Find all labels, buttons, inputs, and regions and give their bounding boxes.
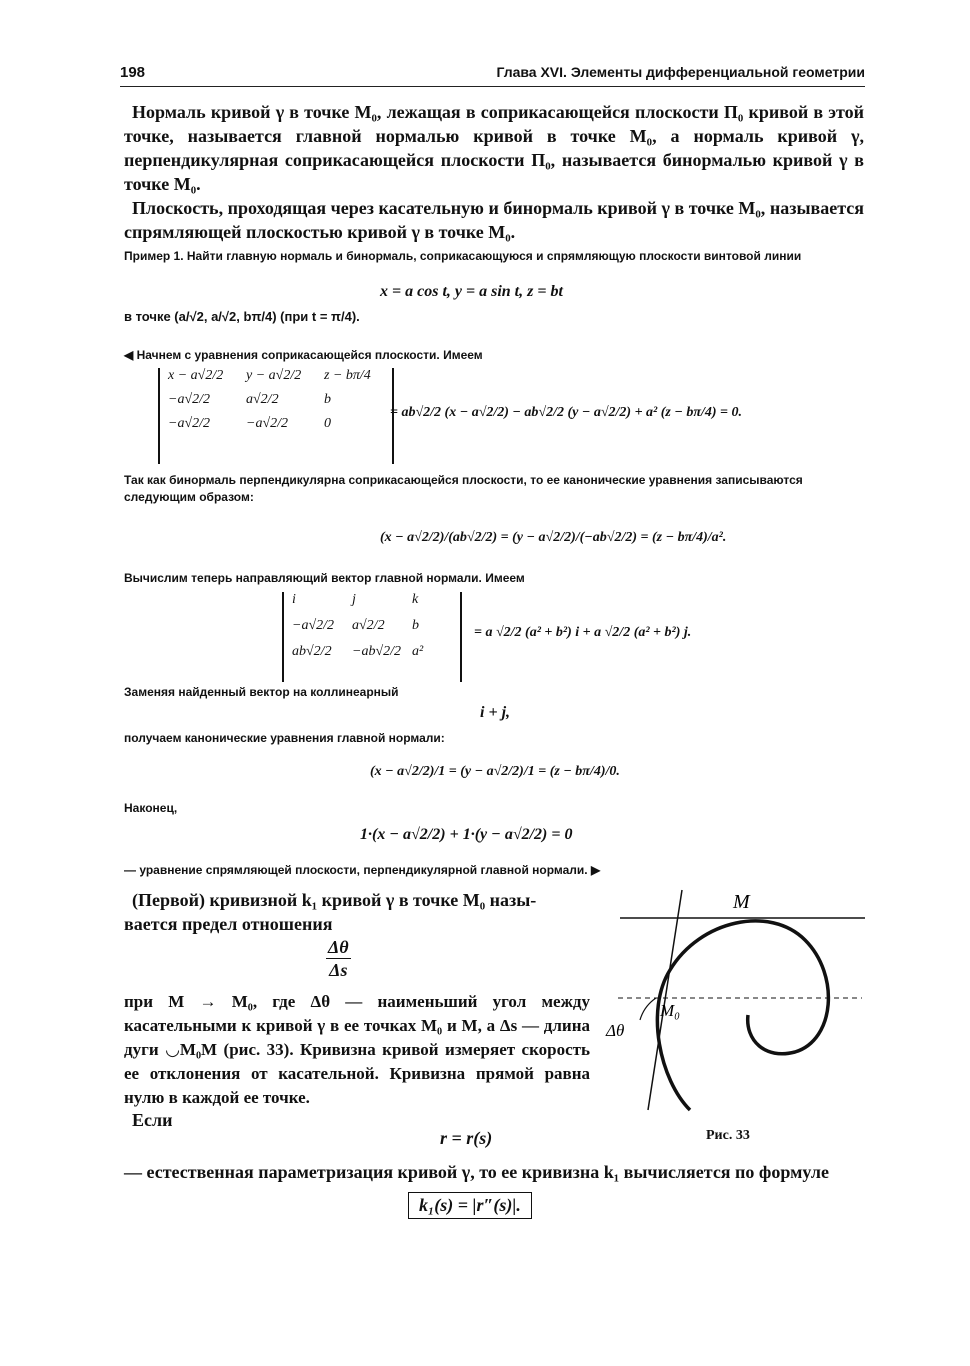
normal-vector-text: Вычислим теперь направляющий вектор главной нормали. Имеем bbox=[124, 571, 525, 585]
rectifying-plane-equation: 1·(x − a√2/2) + 1·(y − a√2/2) = 0 bbox=[360, 826, 573, 843]
paragraph-rectifying: Плоскость, проходящая через касательную и бинормаль кривой γ в точке M₀, называется спрямляющей плоскостью кривой γ в точке M₀. bbox=[124, 198, 864, 242]
if-text: Если bbox=[132, 1110, 173, 1130]
figure-curvature bbox=[600, 880, 870, 1130]
det1-cell: a√2/2 bbox=[246, 392, 279, 407]
binormal-text: Так как бинормаль перпендикулярна соприкасающейся плоскости, то ее канонические уравнения записываются следующим образом: bbox=[124, 473, 803, 504]
det2-cell: −a√2/2 bbox=[292, 618, 335, 633]
det2-cell: i bbox=[292, 592, 296, 607]
osculating-plane-equation: = ab√2/2 (x − a√2/2) − ab√2/2 (y − a√2/2) + a² (z − bπ/4) = 0. bbox=[390, 405, 743, 420]
det1-cell: z − bπ/4 bbox=[324, 368, 371, 383]
det1-cell: −a√2/2 bbox=[246, 416, 289, 431]
det1-cell: −a√2/2 bbox=[168, 392, 211, 407]
page-header bbox=[120, 62, 865, 87]
curvature-line1: (Первой) кривизной k₁ кривой γ в точке M₀ назы- bbox=[132, 890, 537, 910]
binormal-equation: (x − a√2/2)/(ab√2/2) = (y − a√2/2)/(−ab√2/2) = (z − bπ/4)/a². bbox=[380, 530, 727, 545]
collinear-vector: i + j, bbox=[480, 704, 511, 721]
det2-cell: a√2/2 bbox=[352, 618, 385, 633]
normal-equation: (x − a√2/2)/1 = (y − a√2/2)/1 = (z − bπ/4)/0. bbox=[370, 764, 620, 779]
finally-text: Наконец, bbox=[124, 801, 178, 815]
natural-parametrization: r = r(s) bbox=[440, 1128, 493, 1148]
det2-cell: j bbox=[352, 592, 356, 607]
ratio-denominator: Δs bbox=[329, 960, 348, 980]
example-point: в точке (a/√2, a/√2, bπ/4) (при t = π/4). bbox=[124, 309, 360, 324]
det2-cell: a² bbox=[412, 644, 424, 659]
label-M0: M₀ bbox=[660, 1001, 681, 1020]
normal-vector-result: = a √2/2 (a² + b²) i + a √2/2 (a² + b²) j. bbox=[474, 625, 692, 640]
label-delta-theta: Δθ bbox=[606, 1021, 625, 1040]
determinant-normal bbox=[282, 592, 462, 682]
det2-cell: ab√2/2 bbox=[292, 644, 332, 659]
determinant-osculating bbox=[158, 368, 394, 464]
helix-equations: x = a cos t, y = a sin t, z = bt bbox=[380, 283, 563, 300]
paragraph-normals: Нормаль кривой γ в точке M₀, лежащая в соприкасающейся плоскости Π₀ кривой в этой точке, называется главной нормалью кривой в точке M₀, а нормаль кривой γ, перпендикулярная соприкасающейся плоскости Π₀, называется бинормалью кривой γ в точке M₀. bbox=[124, 102, 864, 194]
curvature-text: при M → M₀, где Δθ — наименьший угол между касательными к кривой γ в ее точках M₀ и M, а Δs — длина дуги ◡M₀M (рис. 33). Кривизна кривой измеряет скорость ее отклонения от касательной. Кривизна прямой равна нулю в каждой ее точке. bbox=[124, 992, 590, 1107]
ratio-numerator: Δθ bbox=[328, 937, 349, 957]
conclusion-text: — уравнение спрямляющей плоскости, перпендикулярной главной нормали. ▶ bbox=[124, 863, 601, 877]
det1-cell: y − a√2/2 bbox=[246, 368, 302, 383]
det2-cell: k bbox=[412, 592, 419, 607]
figure-caption: Рис. 33 bbox=[706, 1128, 750, 1143]
det2-cell: −ab√2/2 bbox=[352, 644, 402, 659]
det1-cell: b bbox=[324, 392, 331, 407]
replace-text: Заменяя найденный вектор на коллинеарный bbox=[124, 685, 399, 699]
curvature-ratio bbox=[326, 936, 351, 981]
det1-cell: 0 bbox=[324, 416, 331, 431]
spiral-curve bbox=[657, 921, 828, 1110]
det2-cell: b bbox=[412, 618, 419, 633]
curvature-line2: вается предел отношения bbox=[124, 914, 333, 934]
curvature-formula: k₁(s) = |r″(s)|. bbox=[408, 1192, 532, 1219]
chapter-title: Глава XVI. Элементы дифференциальной геометрии bbox=[496, 64, 865, 80]
det1-cell: −a√2/2 bbox=[168, 416, 211, 431]
osculating-start: ◀ Начнем с уравнения соприкасающейся плоскости. Имеем bbox=[124, 348, 483, 362]
angle-arc bbox=[640, 998, 656, 1020]
natural-text: — естественная параметризация кривой γ, то ее кривизна k₁ вычисляется по формуле bbox=[124, 1162, 830, 1182]
label-M: M bbox=[733, 891, 750, 913]
det1-cell: x − a√2/2 bbox=[168, 368, 224, 383]
example-intro: Пример 1. Найти главную нормаль и бинормаль, соприкасающуюся и спрямляющую плоскости винтовой линии bbox=[124, 249, 802, 263]
page-number: 198 bbox=[120, 64, 146, 81]
canonical-text: получаем канонические уравнения главной нормали: bbox=[124, 731, 445, 745]
